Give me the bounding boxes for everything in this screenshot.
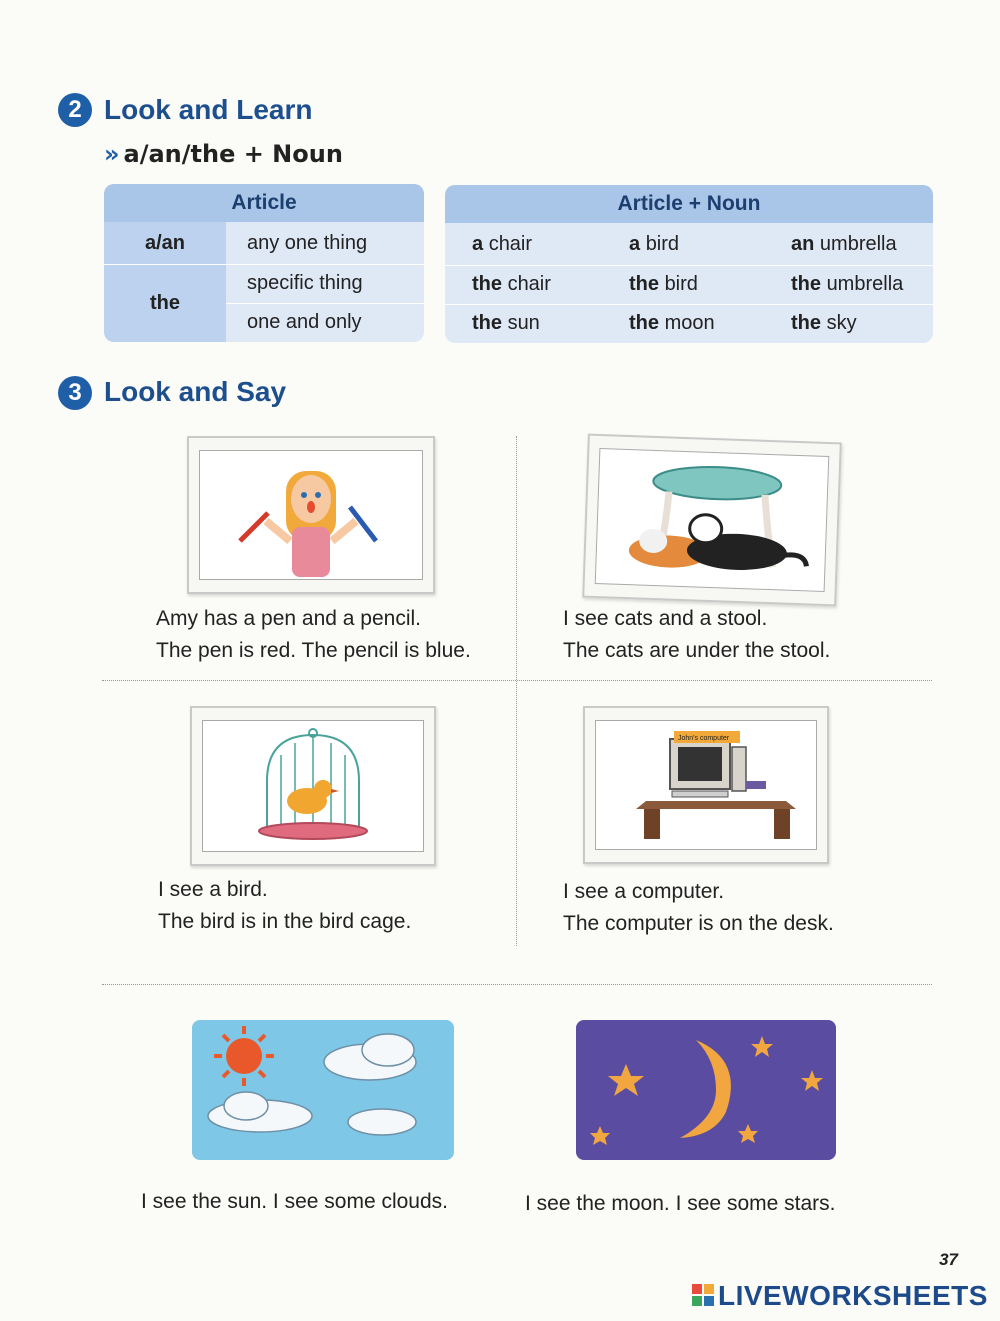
column-divider — [516, 436, 517, 946]
cats-stool-illustration — [596, 449, 829, 591]
noun-cell: the moon — [629, 312, 715, 334]
picture-girl-with-pen-and-pencil — [187, 436, 435, 594]
article-noun-table-header: Article + Noun — [445, 185, 933, 223]
section-number-badge: 3 — [58, 376, 92, 410]
liveworksheets-logo-icon — [692, 1284, 714, 1306]
section-subtitle: » a/an/the + Noun — [104, 140, 343, 168]
article-noun-table — [445, 185, 933, 343]
picture-moon-and-stars — [576, 1020, 836, 1160]
noun-cell: an umbrella — [791, 233, 897, 255]
noun-cell: a bird — [629, 233, 680, 255]
noun-cell: the chair — [472, 273, 551, 295]
noun-cell: the bird — [629, 273, 698, 295]
caption-picture-1: Amy has a pen and a pencil. The pen is red. The pencil is blue. — [156, 607, 471, 662]
article-table — [104, 184, 424, 342]
section-title-look-and-say: Look and Say — [104, 376, 287, 407]
article-cell-the: the — [150, 292, 180, 314]
row-divider — [102, 680, 932, 681]
caption-picture-4: I see a computer. The computer is on the desk. — [563, 880, 834, 935]
bird-cage-illustration — [203, 721, 423, 851]
caption-picture-3: I see a bird. The bird is in the bird cage. — [158, 878, 412, 933]
sun-clouds-illustration — [192, 1020, 454, 1160]
noun-cell: the sun — [472, 312, 540, 334]
row-divider — [102, 984, 932, 985]
noun-cell: a chair — [472, 233, 533, 255]
double-chevron-icon: » — [104, 140, 120, 168]
meaning-cell: any one thing — [247, 232, 368, 254]
article-cell-a-an: a/an — [144, 232, 186, 254]
picture-computer-on-desk — [583, 706, 829, 864]
page-number: 37 — [939, 1250, 958, 1269]
picture-bird-in-cage — [190, 706, 436, 866]
computer-desk-illustration — [596, 721, 816, 849]
caption-picture-6: I see the moon. I see some stars. — [525, 1192, 836, 1215]
picture-sun-and-clouds — [192, 1020, 454, 1160]
picture-cats-and-stool — [582, 434, 842, 607]
article-table-header: Article — [104, 184, 424, 222]
meaning-cell: specific thing — [247, 272, 363, 294]
girl-illustration — [200, 451, 422, 579]
noun-cell: the umbrella — [791, 273, 904, 295]
moon-stars-illustration — [576, 1020, 836, 1160]
section-title-look-and-learn: Look and Learn — [104, 94, 313, 125]
caption-picture-5: I see the sun. I see some clouds. — [141, 1190, 449, 1213]
noun-cell: the sky — [791, 312, 857, 334]
section-number-badge: 2 — [58, 93, 92, 127]
liveworksheets-brand[interactable]: LIVEWORKSHEETS — [718, 1280, 988, 1311]
caption-picture-2: I see cats and a stool. The cats are under the stool. — [563, 607, 831, 662]
meaning-cell: one and only — [247, 311, 362, 333]
monitor-label: John's computer — [678, 735, 730, 742]
